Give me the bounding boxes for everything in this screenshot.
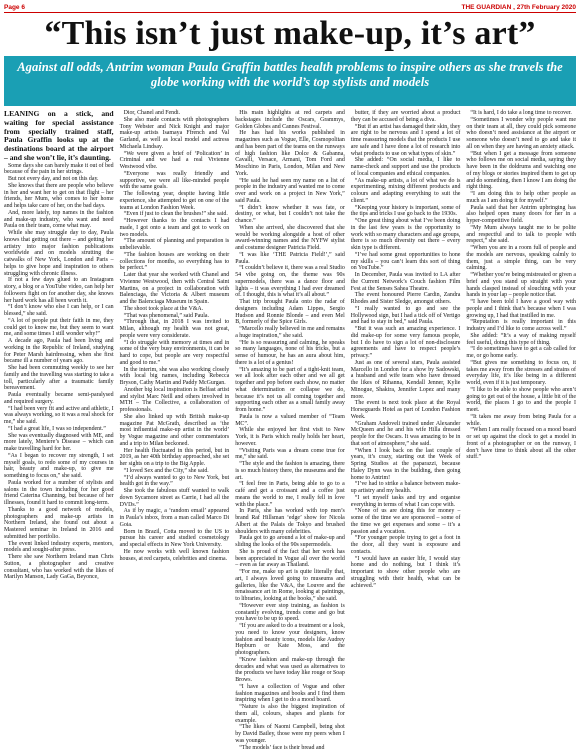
paragraph: “Through that, in 2018 I was invited to Milan, although my health was not great, people were very considerate. <box>120 319 230 339</box>
paragraph: She took the fabulous stuff wanted to walk down Sycamore street as Carrie, I had all the DVDs.” <box>120 488 230 508</box>
paragraph: “Even if just to clean the brushes!” she said. <box>120 211 230 218</box>
paragraph: In December, Paula was invited to LA after the Current Network’s Couch fashion Film Fest at the Senses Sahea Theatre. <box>351 272 461 292</box>
paragraph: Paula is now a valued member of “Team MC”. <box>235 414 345 428</box>
paragraph: “Visiting Paris was a dream come true for me,” she said. <box>235 448 345 462</box>
paragraph: The following year, despite having little experience, she attempted to get on one of the teams at London Fashion Week. <box>120 191 230 211</box>
headline: “This isn’t just make-up, it’s art” <box>4 14 576 54</box>
article-column-1 <box>4 110 114 751</box>
paragraph: “He is so reassuring and calming, he speaks so many languages, none of his tricks, but a sense of humour, he has an aura about him, there is a lot of a genius! <box>235 340 345 367</box>
paragraph: Paula worked for a number of stylists and salons in the town including for her good friend Caterina Channing, but because of her illnesses, found it hard to commit long-term. <box>4 480 114 507</box>
paragraph: She added: “It’s a way of making myself feel useful, doing this type of thing. <box>466 333 576 347</box>
paragraph: “But gives me something to focus on, it takes me away from the stresses and strains of everyday life, it’s like being in a different world, even if it is just temporary. <box>466 360 576 387</box>
paragraph: She was eventually diagnosed with ME, and more lately, Meniere’s Disease – which can make travelling hard for her. <box>4 433 114 453</box>
paragraph: “It’s amazing to be part of a tight-knit team, we all look after each other and we all get together and pop before each show, no matter what determination or collapse we do, because it’s not us all coming together and supporting each other as a small family away from home.” <box>235 367 345 414</box>
paragraph: Thanks to a good network of models, photographers and make-up artists in Northern Ireland, she found out about a Mastered seminar in Ireland in 2016 and submitted her portfolio. <box>4 507 114 541</box>
paragraph: “A lot of people put their faith in me, they could get to know me, but they seem to want me, and some times I still wonder why!” <box>4 318 114 338</box>
lead-paragraph-bold: LEANING on a stick, and waiting for special assistance from specially trained staff, Paula Graffin looks up at the destinations board at the airport – and she won’t lie, it’s daunting. <box>4 109 114 162</box>
paragraph: “I really wanted to go and see the Hollywood sign, but I had a tick off of Vertigo and had to stay in bed,” said Paula. <box>351 306 461 326</box>
paragraph: “I am doing this to help other people as much as I am doing it for myself.” <box>466 191 576 205</box>
paragraph: His main highlights at red carpets and backstages include the Oscars, Grammys, Golden Globes and Cannes Festival. <box>235 110 345 130</box>
paragraph: While she may struggle day to day, Paula knows that getting out there – and getting her artistry into major fashion publications worldwide and on models strutting the catwalks of New York, London and Paris – helps to give hope and inspiration to others struggling with chronic illness. <box>4 230 114 277</box>
paragraph: “When I am really focused on a mood board or set up against the clock to get a model in front of a photographer or on the runway, I don’t have time to think about all the other stuff.” <box>466 427 576 461</box>
paragraph: “I set myself tasks and try and organise everything in terms of what I can cope with. <box>351 495 461 509</box>
article-column-4 <box>351 110 461 751</box>
paragraph: “I couldn’t believe it, there was a real Studio 54 vibe going on, the theme was 90s supermodels, there was a dance floor and lights – it was everything I had ever dreamed of. I thought, this is what it’s all about.” <box>235 265 345 299</box>
paragraph: “When I look back on the last couple of years, it’s crazy, starting out the Week of Spring Studios at the paparazzi, because Haley Dynn was in the building, then going home to Antrim! <box>351 448 461 482</box>
paragraph: When she arrived, she discovered that she would be working alongside a host of other award-winning names and the NYFW stylist and costume designer Patricia Field. <box>235 225 345 252</box>
paragraph: “Keeping your history is important, some of the tips and tricks I use go back to the 1930s. <box>351 205 461 219</box>
paragraph: “I didn’t know whether it was fate, or destiny, or what, but I couldn’t not take the chance.” <box>235 205 345 225</box>
paragraph: “I’ve had to strike a balance between make-up artistry and my health. <box>351 481 461 495</box>
paragraph: The event honoured Pierre Cardin, Zandra Rhodes and Sister Sledge, amongst others. <box>351 292 461 306</box>
paragraph: “I feel free in Paris, being able to go to a café and get a croissant and a coffee just means the world to me, I really fell in love with the place.” <box>235 481 345 508</box>
paragraph: “Marcello really believed in me and remains a huge inspiration,” she said. <box>235 326 345 340</box>
article-column-3 <box>235 110 345 751</box>
paragraph: While she enjoyed her first visit to New York, it is Paris which really holds her heart, however. <box>235 427 345 447</box>
paragraph: In the interim, she was also working closely with local big names, including Rebecca Bryson, Cathy Martin and Paddy McGurgan. <box>120 367 230 387</box>
paragraph: “However thanks to the contacts I had made, I got onto a team and got to work on two models. <box>120 218 230 238</box>
paragraph: “If you are asked to do a treatment or a look, you need to know your designers, know fashion and beauty icons, models like Audrey Hepburn or Kate Moss, and the photographers. <box>235 623 345 657</box>
paragraph: “I have been told I have a good way with people and I think that’s because when I was growing up, I had that instilled in me. <box>466 299 576 319</box>
paragraph: “The fashion houses are working on their collections for months, so everything has to be perfect.” <box>120 252 230 272</box>
paragraph: “I would have an easier life, I would stay home and do nothing, but I think it’s important to show other people who are struggling with their health, what can be achieved.” <box>351 556 461 590</box>
paragraph: “It is hard, I do take a long time to recover. <box>466 110 576 117</box>
paragraph: “But it was such an amazing experience. I did make-up for some very famous people, but I do have to sign a lot of non-disclosure agreements and have to respect people’s privacy.” <box>351 326 461 360</box>
paragraph: “As I began to recover my strength, I set myself goals, to redo some of my courses in hair, beauty and make-up, to give me something to focus on,” she said. <box>4 453 114 480</box>
paragraph: Her health fluctuated in this period, but in 2019, as her 40th birthday approached, she set her sights on a trip to the Big Apple. <box>120 448 230 468</box>
paragraph: “As make-up artists, a lot of what we do is experimenting, mixing different products and colours and adapting everything to suit the client.” <box>351 178 461 205</box>
standfirst: Against all odds, Antrim woman Paula Graffin battles health problems to inspire others as she travels the globe working with the world’s top stylists and models <box>4 56 576 106</box>
paragraph: The event linked industry experts, mentors, models and sought-after press. <box>4 541 114 555</box>
paragraph: “Sometimes I wonder why people want me on their team at all, they could pick someone who doesn’t need assistance at the airport or someone who doesn’t need to go and take it all on when they are having an anxiety attack. <box>466 117 576 151</box>
paragraph: She also linked up with British make-up magazine Pat McGrath, described as ‘the most influential make-up artist in the world’ by Vogue magazine and other commentators and a trip to Milan beckoned. <box>120 414 230 448</box>
paragraph: “We were given a brief of ‘Polication’ in Criminal and we had a real Vivienne Westwood vibe. <box>120 151 230 171</box>
paragraph: And, more lately, top names in the fashion and make-up industry, who want and need Paula on their team, come what may. <box>4 210 114 230</box>
paragraph: Paula eventually became semi-paralysed and required surgery. <box>4 392 114 406</box>
paragraph: Born in Brazil, Cotta moved to the US to pursue his career and studied cosmetology and special effects in New York University. <box>120 529 230 549</box>
paragraph: Just as one of several stars, Paula assisted Marcello in London for a show by Sadowski, a husband and wife team who have dressed the likes of Rihanna, Kendall Jenner, Kylie Minogue, Shakira, Jennifer Lopez and many more. <box>351 360 461 401</box>
paragraph: “Whether you’re being mistreated or given a brief and you stand up straight with your hands clasped instead of slouching with your hands in your lap – people notice that. <box>466 272 576 299</box>
paragraph: “Everyone was really friendly and supportive, we were all like-minded people with the same goals. <box>120 171 230 191</box>
paragraph: The shoot took place at the V&A. <box>120 306 230 313</box>
masthead-date: THE GUARDIAN , 27th February 2020 <box>461 4 576 11</box>
paragraph: “However ever stop training, as fashion is constantly evolving, trends come and go but you have to be up to speed. <box>235 603 345 623</box>
paragraph: She added: “On social media, I like to name-check and support and use the products of local companies and ethical companies. <box>351 157 461 177</box>
paragraph: “The style and the fashion is amazing, there is so much history there, the museums and the art. <box>235 461 345 481</box>
paragraph <box>4 110 114 163</box>
paragraph: In Paris, she has worked with top men’s brand Raf Hillsman ‘edge’ show for Nicola Albert at the Palais de Tokyo and brushed shoulders with many celebrities. <box>235 508 345 535</box>
paragraph: “When you are in a room full of people and the models are nervous, speaking calmly to them, just a simple thing, can be very calming. <box>466 245 576 272</box>
paragraph: “The likes of Naomi Campbell, being shot by David Bailey, those were my peers when I was younger. <box>235 724 345 744</box>
paragraph: “None of us are doing this for money – some of the time we are sponsored – some of the time we get expenses and some – it’s a passion and a vocation. <box>351 508 461 535</box>
paragraph: butter, if they are worried about a product they can be accused of being a diva. <box>351 110 461 124</box>
paragraph: “I have a collection of Vogue and other fashion magazines and books and I find them inspiring when I get to do a mood board. <box>235 684 345 704</box>
paragraph: “He said he had seen my name on a list of people in the industry and wanted me to come over and work on a project in New York,” said Paula. <box>235 178 345 205</box>
paragraph: Some days she can barely make it out of bed because of the pain in her strings. <box>4 163 114 177</box>
paragraph: “One great thing about what I’ve been doing in the last few years is the opportunity to work with so many characters and age groups, there is so much diversity out there – every skin type is different. <box>351 218 461 252</box>
paragraph: Paula got to go around a lot of make-up and sliding the looks of the 90s supermodels. <box>235 535 345 549</box>
paragraph: “I loved Sex and the City,” she said. <box>120 468 230 475</box>
paragraph: “I had a great life, I was so independent.” <box>4 426 114 433</box>
paragraph: “I’d always wanted to go to New York, but health got in the way.” <box>120 475 230 489</box>
paragraph: He has had his works published in magazines such as Vogue, Elle, Cosmopolitan and has been part of the teams on the runways of high fashion like Dolce & Gabanna, Cavalli, Versace, Armani, Tom Ford and Moschino in Paris, London, Milan and New York. <box>235 130 345 177</box>
article-body <box>4 110 576 733</box>
paragraph: The event is next took place at the Royal Horseguards Hotel as part of London Fashion Week. <box>351 400 461 420</box>
paragraph: She is proud of the fact that her work has been appreciated in Vogue all over the world – even as far away as Thailand. <box>235 549 345 569</box>
paragraph: A decade ago, Paula had been living and working in the Republic of Ireland, studying for Peter Marsh hairdressing, when she first became ill a number of years ago. <box>4 338 114 365</box>
paragraph: She knows that there are people who believe in her and want her to get on that flight – her friends, her Mum, who comes to her home and helps take care of her, on the bad days. <box>4 183 114 210</box>
paragraph: “My Mum always taught me to be polite and respectful and to talk to people with respect,” she said. <box>466 225 576 245</box>
paragraph: “Reputation is really important in this industry and I’d like to come across well.” <box>466 319 576 333</box>
paragraph: “I was like ‘THE Patricia Field!’,” said Paula. <box>235 252 345 266</box>
paragraph: Paula said that her Antrim upbringing has also helped open many doors for her in a hyper-competitive field. <box>466 205 576 225</box>
paragraph: “For me, make up art is quite literally that, art, I always loved going to museums and galleries, like the V&A, the Louvre and the renaissance art in Rome, looking at paintings, to libraries, looking at the books,” she said. <box>235 569 345 603</box>
article-column-2 <box>120 110 230 751</box>
paragraph: “Nature is also the biggest inspiration of them all, colours, shapes and plants for example. <box>235 704 345 724</box>
paragraph: She had been commuting weekly to see her family and the travelling was starting to take a toll, particularly after a traumatic family bereavement. <box>4 365 114 392</box>
page-number: Page 6 <box>4 4 25 11</box>
paragraph: “But if an artist has damaged their skin, they are right to be nervous and I spend a lot of time reassuring models that the products I use are safe and I have done a lot of research into what products to use on what types of skin.” <box>351 124 461 158</box>
paragraph: “I’ve had some great opportunities to hone my skills – you can’t learn this sort of thing on YouTube.” <box>351 252 461 272</box>
paragraph: “I do sometimes have to get a cab called for me, or go home early. <box>466 346 576 360</box>
paragraph: Dior, Chanel and Fendi. <box>120 110 230 117</box>
paragraph: There she saw Northern Ireland man Chris Sutton, a photographer and creative consultant, who has worked with the likes of Marilyn Manson, Lady GaGa, Beyonce, <box>4 554 114 581</box>
paragraph: She also made contacts with photographers Tony Webster and Nick Knight and major make-up artists Isamaya Ffrench and Val Garland, as well as local model and actress Michaela Lindsay. <box>120 117 230 151</box>
article-column-5 <box>466 110 576 751</box>
paragraph: “The models’ face is their bread and <box>235 745 345 751</box>
paragraph: “I do struggle with memory at times and in some of the very busy environments, it can be hard to cope, but people are very respectful and good to me.” <box>120 340 230 367</box>
paragraph: “Know fashion and make-up through the decades and what was used as alternatives to the products we have today like rouge or Soap Brows. <box>235 657 345 684</box>
paragraph: “The amount of planning and preparation is unbelievable. <box>120 238 230 252</box>
paragraph: “It takes me away from being Paula for a while. <box>466 414 576 428</box>
paragraph: “I had been very fit and active and athletic, I was always working, so it was a real shock for me,” she said. <box>4 406 114 426</box>
paragraph: “But when I get a message from someone who follows me on social media, saying they have been in the doldrums and watching one of my blogs or stories inspired them to get up and do something, then I know I am doing the right thing. <box>466 151 576 192</box>
paragraph: He now works with well known fashion houses, at red carpets, celebrities and cinema. <box>120 549 230 563</box>
paragraph: “For younger people trying to get a foot in the door, all they want is exposure and contacts. <box>351 535 461 555</box>
paragraph: “I like to be able to show people who aren’t going to get out of the house, a little bit of the world, the places I go to and the people I meet. <box>466 387 576 414</box>
paragraph: But not every day, and not on this day. <box>4 176 114 183</box>
paragraph: As if by magic, a ‘random email’ appeared in Paula’s inbox, from a man called Marco Di Goia. <box>120 508 230 528</box>
page-header <box>4 3 576 13</box>
paragraph: Later that year she worked with Chanel and Vivienne Westwood, then with Central Saint Martins, on a project in collaboration with Balenciaga, the Victoria & Albert museum and the Balenciaga Museum in Spain. <box>120 272 230 306</box>
paragraph: “That was phenomenal,” said Paula. <box>120 313 230 320</box>
paragraph: “Graham Andoveli trained under Alexander McQueen and he and his wife Hilla dressed people for the Oscars. It was amazing to be in that sort of atmosphere,” she said. <box>351 421 461 448</box>
paragraph: Another big local inspiration is Belfast artist and stylist Marc Neill and others involved in MTH – The Collective, a collaboration of professionals. <box>120 387 230 414</box>
paragraph: If not a few days glued to an Instagram story, a blog or a YouTube video, can help her followers fight on for another day, she knows her hard work has all been worth it. <box>4 277 114 304</box>
paragraph: “I don’t know who else I can help, or I can blessed,” she said. <box>4 304 114 318</box>
paragraph: That trip brought Paula onto the radar of designers including Adam Lippes, Sergio Hudson and Ronnie Blonde – and even Mel B, formerly of the Spice Girls. <box>235 299 345 326</box>
